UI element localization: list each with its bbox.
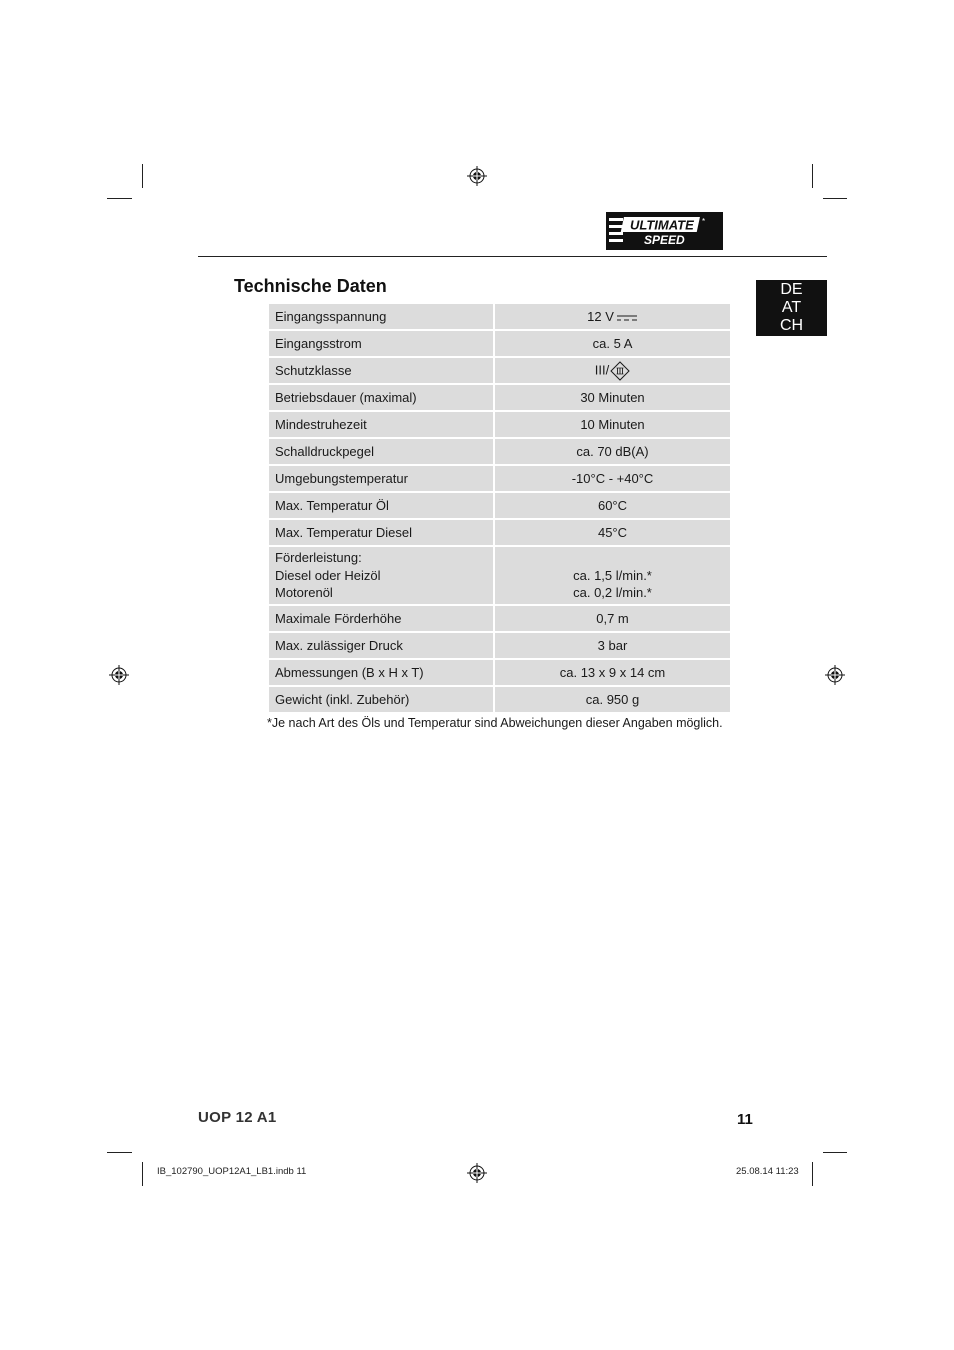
spec-label: Maximale Förderhöhe [268, 605, 494, 632]
table-row [268, 632, 731, 659]
crop-mark [107, 198, 132, 199]
language-code: DE [780, 281, 803, 298]
page-number: 11 [737, 1111, 753, 1128]
spec-label: Eingangsspannung [268, 303, 494, 330]
spec-value: III/ [494, 357, 731, 384]
spec-value: ca. 950 g [494, 686, 731, 713]
crop-mark [823, 1152, 847, 1153]
brand-logo [606, 212, 723, 250]
table-row [268, 330, 731, 357]
page-title: Technische Daten [234, 276, 387, 296]
spec-value: 30 Minuten [494, 384, 731, 411]
registration-mark-icon [467, 1163, 487, 1183]
spec-table [267, 302, 732, 714]
direct-current-icon [616, 314, 638, 322]
table-row [268, 605, 731, 632]
table-row [268, 303, 731, 330]
crop-mark [107, 1152, 132, 1153]
spec-label: Abmessungen (B x H x T) [268, 659, 494, 686]
spec-label: Gewicht (inkl. Zubehör) [268, 686, 494, 713]
crop-mark [142, 1162, 143, 1186]
language-code: CH [779, 317, 804, 334]
table-row [268, 519, 731, 546]
language-code: AT [781, 299, 802, 316]
language-tab [756, 280, 827, 336]
table-row [268, 546, 731, 605]
table-row [268, 465, 731, 492]
spec-value: 45°C [494, 519, 731, 546]
spec-label: Mindestruhezeit [268, 411, 494, 438]
protection-class-iii-icon [610, 361, 630, 381]
registration-mark-icon [467, 166, 487, 186]
table-row [268, 659, 731, 686]
spec-label: Betriebsdauer (maximal) [268, 384, 494, 411]
table-row [268, 411, 731, 438]
spec-label: Umgebungstemperatur [268, 465, 494, 492]
spec-label: Förderleistung: Diesel oder Heizöl Motorenöl [268, 546, 494, 605]
spec-value: 3 bar [494, 632, 731, 659]
spec-label: Max. Temperatur Öl [268, 492, 494, 519]
spec-value: ca. 70 dB(A) [494, 438, 731, 465]
table-row [268, 686, 731, 713]
spec-value: 10 Minuten [494, 411, 731, 438]
model-name: UOP 12 A1 [198, 1109, 277, 1126]
registration-mark-icon [109, 665, 129, 685]
table-row [268, 357, 731, 384]
spec-value: 60°C [494, 492, 731, 519]
crop-mark [812, 164, 813, 188]
spec-value: 12 V [494, 303, 731, 330]
logo-line2: SPEED [644, 233, 685, 247]
table-row [268, 384, 731, 411]
spec-label: Max. zulässiger Druck [268, 632, 494, 659]
print-slug-file: IB_102790_UOP12A1_LB1.indb 11 [157, 1166, 307, 1177]
spec-label: Schalldruckpegel [268, 438, 494, 465]
spec-label: Eingangsstrom [268, 330, 494, 357]
table-row [268, 438, 731, 465]
crop-mark [812, 1162, 813, 1186]
logo-line1: ULTIMATE [630, 217, 694, 233]
spec-label: Schutzklasse [268, 357, 494, 384]
header-rule [198, 256, 827, 257]
spec-value: 0,7 m [494, 605, 731, 632]
footnote: *Je nach Art des Öls und Temperatur sind Abweichungen dieser Angaben möglich. [267, 716, 723, 730]
crop-mark [142, 164, 143, 188]
spec-value: ca. 1,5 l/min.* ca. 0,2 l/min.* [494, 546, 731, 605]
spec-value: ca. 13 x 9 x 14 cm [494, 659, 731, 686]
table-row [268, 492, 731, 519]
spec-label: Max. Temperatur Diesel [268, 519, 494, 546]
crop-mark [823, 198, 847, 199]
svg-text:*: * [702, 217, 706, 226]
spec-value: ca. 5 A [494, 330, 731, 357]
spec-value: -10°C - +40°C [494, 465, 731, 492]
registration-mark-icon [825, 665, 845, 685]
print-slug-datetime: 25.08.14 11:23 [736, 1166, 799, 1177]
